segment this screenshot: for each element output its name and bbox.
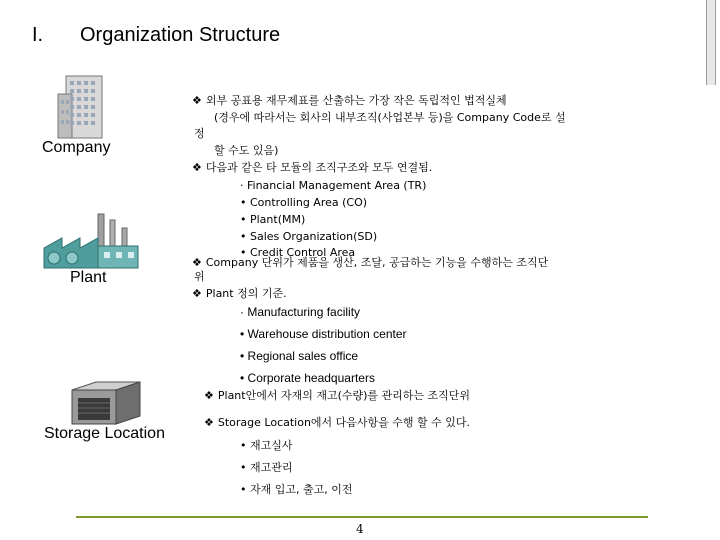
company-building-icon — [52, 72, 108, 140]
company-bullet-1-cont: 할 수도 있음) — [214, 144, 279, 157]
storage-location-label: Storage Location — [44, 425, 165, 442]
bullet-icon: ❖ — [192, 161, 202, 174]
bullet-icon: ❖ — [192, 94, 202, 107]
storage-sub-item: • 재고실사 — [240, 439, 293, 452]
company-sub-item: • Credit Control Area — [240, 246, 356, 259]
plant-sub-item: • Regional sales office — [240, 349, 359, 363]
plant-bullet-1: ❖ Company 단위가 제품을 생산, 조달, 공급하는 기능을 수행하는 조직단 — [192, 256, 549, 269]
page-title: Organization Structure — [80, 24, 281, 46]
storage-sub-item: • 자재 입고, 출고, 이전 — [240, 483, 353, 496]
company-sub-item: • Sales Organization(SD) — [240, 230, 378, 243]
storage-warehouse-icon — [68, 380, 144, 426]
company-sub-item: • Controlling Area (CO) — [240, 196, 368, 209]
bullet-icon: ❖ — [204, 416, 214, 429]
bullet-icon: ❖ — [192, 287, 202, 300]
plant-sub-item: • Corporate headquarters — [240, 371, 375, 385]
storage-bullet-1: ❖ Plant안에서 자재의 재고(수량)를 관리하는 조직단위 — [204, 389, 471, 402]
plant-bullet-1-cont: 위 — [194, 270, 205, 283]
company-sub-item: · Financial Management Area (TR) — [240, 179, 427, 192]
company-sub-item: • Plant(MM) — [240, 213, 306, 226]
plant-label: Plant — [70, 269, 107, 286]
plant-sub-item: · Manufacturing facility — [240, 305, 361, 319]
company-bullet-1-cont: 정 — [194, 127, 205, 140]
plant-sub-item: • Warehouse distribution center — [240, 327, 407, 341]
company-bullet-1-cont: (경우에 따라서는 회사의 내부조직(사업본부 등)을 Company Code로 설 — [214, 111, 566, 124]
bullet-icon: ❖ — [204, 389, 214, 402]
section-number: I. — [32, 24, 44, 46]
company-bullet-1: ❖ 외부 공표용 재무제표를 산출하는 가장 작은 독립적인 법적실체 — [192, 94, 507, 107]
page-number: 4 — [356, 522, 364, 536]
company-label: Company — [42, 139, 111, 156]
storage-sub-item: • 재고관리 — [240, 461, 293, 474]
plant-bullet-2: ❖ Plant 정의 기준. — [192, 287, 287, 300]
storage-bullet-2: ❖ Storage Location에서 다음사항을 수행 할 수 있다. — [204, 416, 471, 429]
scrollbar[interactable] — [700, 0, 720, 85]
company-bullet-2: ❖ 다음과 같은 타 모듈의 조직구조와 모두 연결됨. — [192, 161, 433, 174]
plant-factory-icon — [40, 212, 140, 270]
footer-divider — [76, 516, 648, 518]
bullet-icon: ❖ — [192, 256, 202, 269]
